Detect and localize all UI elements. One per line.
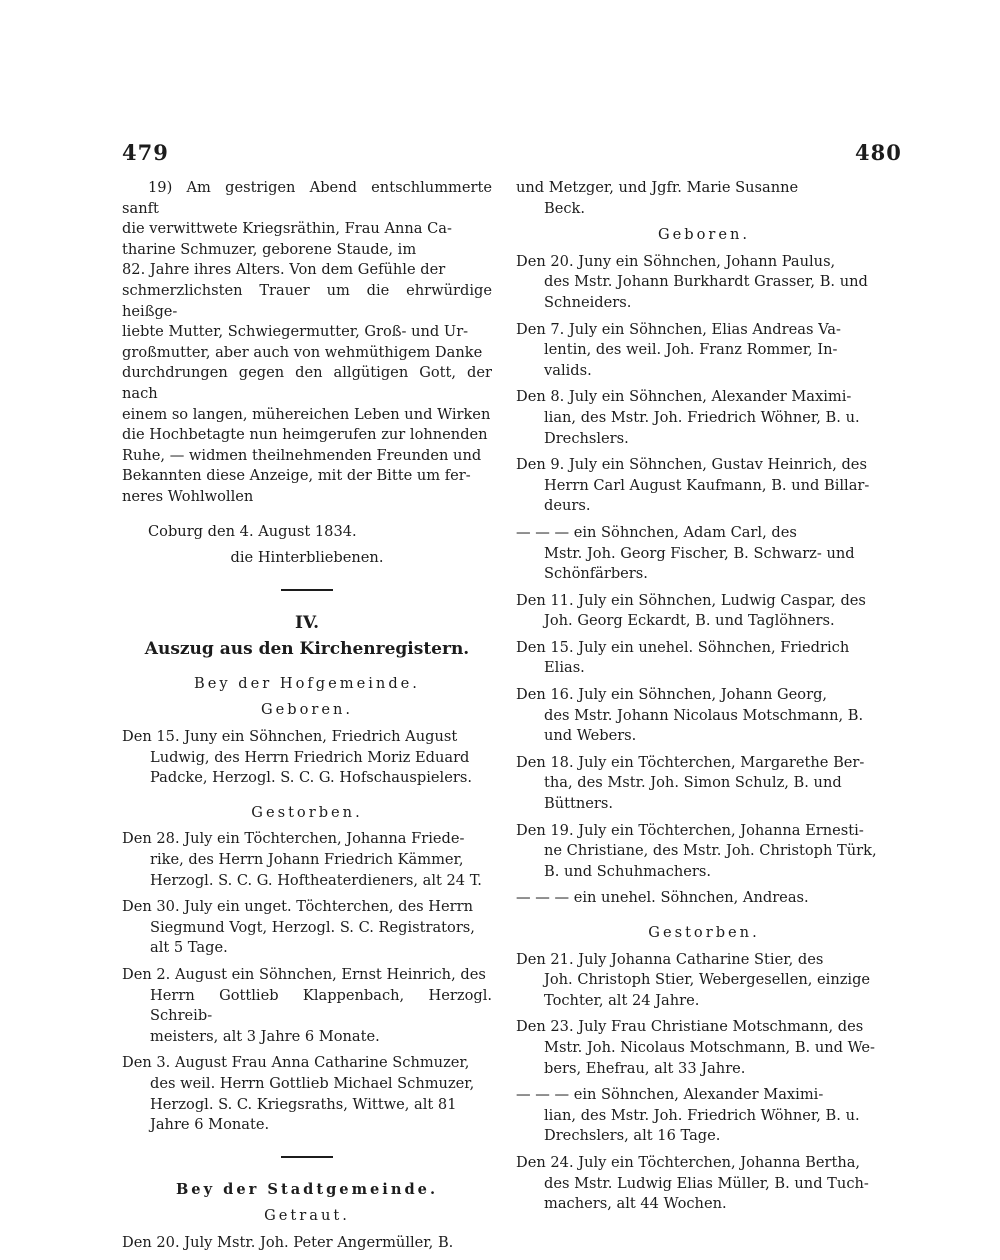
text-line: Herrn Carl August Kaufmann, B. und Billar-	[544, 476, 870, 494]
text-line: neres Wohlwollen	[122, 487, 254, 505]
text-line: Herzogl. S. C. Kriegsraths, Wittwe, alt 81	[150, 1095, 457, 1113]
text-line: Den 28. July ein Töchterchen, Johanna Friede-	[122, 830, 465, 848]
text-line: bers, Ehefrau, alt 33 Jahre.	[544, 1059, 746, 1077]
born-list-left	[122, 727, 492, 789]
left-column	[122, 178, 492, 1260]
register-entry	[516, 685, 892, 747]
text-line: deurs.	[544, 497, 591, 515]
separator-rule	[281, 589, 333, 591]
text-line: Den 3. August Frau Anna Catharine Schmuzer,	[122, 1054, 470, 1072]
text-line: schmerzlichsten Trauer um die ehrwürdige heißge-	[122, 281, 492, 320]
register-entry	[516, 1085, 892, 1147]
register-entry	[516, 950, 892, 1012]
married-heading: Getraut.	[264, 1207, 350, 1225]
text-line: Den 8. July ein Söhnchen, Alexander Maximi-	[516, 388, 852, 406]
text-line: machers, alt 44 Wochen.	[544, 1195, 727, 1213]
section-number: IV.	[294, 612, 320, 633]
text-line: Den 7. July ein Söhnchen, Elias Andreas Va-	[516, 320, 841, 338]
text-line: Herrn Gottlieb Klappenbach, Herzogl. Schreib-	[150, 986, 492, 1025]
text-line: Joh. Georg Eckardt, B. und Taglöhners.	[544, 612, 835, 630]
died-heading-right: Gestorben.	[648, 924, 760, 941]
text-line: des weil. Herrn Gottlieb Michael Schmuzer,	[150, 1074, 475, 1092]
text-line: Schneiders.	[544, 293, 632, 311]
register-entry	[516, 523, 892, 585]
text-line: Joh. Christoph Stier, Webergesellen, einzige	[544, 971, 871, 989]
text-line: des Mstr. Ludwig Elias Müller, B. und Tuch-	[544, 1174, 869, 1192]
register-entry	[516, 1153, 892, 1215]
text-line: B. und Schuhmachers.	[544, 862, 712, 880]
died-list-right	[516, 950, 892, 1215]
register-entry	[122, 897, 492, 959]
text-line: Jahre 6 Monate.	[150, 1116, 270, 1134]
text-line: lian, des Mstr. Joh. Friedrich Wöhner, B. u.	[544, 408, 860, 426]
text-line: 82. Jahre ihres Alters. Von dem Gefühle der	[122, 261, 446, 279]
text-line: lentin, des weil. Joh. Franz Rommer, In-	[544, 341, 838, 359]
text-line: Den 24. July ein Töchterchen, Johanna Bertha,	[516, 1153, 861, 1171]
text-line: Büttners.	[544, 795, 613, 813]
text-line: Tochter, alt 24 Jahre.	[544, 991, 700, 1009]
text-line: Den 15. Juny ein Söhnchen, Friedrich August	[122, 728, 458, 746]
place-date: Coburg den 4. August 1834.	[148, 522, 357, 540]
text-line: Den 9. July ein Söhnchen, Gustav Heinrich, des	[516, 456, 867, 474]
text-line: Den 2. August ein Söhnchen, Ernst Heinrich, des	[122, 966, 486, 983]
text-line: des Mstr. Johann Nicolaus Motschmann, B.	[544, 706, 864, 724]
register-entry	[516, 753, 892, 815]
parish-heading-court: Bey der Hofgemeinde.	[194, 674, 420, 692]
text-line: und Webers.	[544, 727, 637, 745]
text-line: durchdrungen gegen den allgütigen Gott, der nach	[122, 364, 492, 402]
text-line: valids.	[544, 361, 592, 379]
text-line: tharine Schmuzer, geborene Staude, im	[122, 240, 417, 258]
text-line: Ludwig, des Herrn Friedrich Moriz Eduard	[150, 748, 470, 766]
text-line: Elias.	[544, 659, 585, 677]
text-line: großmutter, aber auch von wehmüthigem Danke	[122, 343, 483, 361]
register-entry	[122, 1053, 492, 1135]
text-line: Ruhe, — widmen theilnehmenden Freunden und	[122, 446, 482, 464]
text-line: liebte Mutter, Schwiegermutter, Groß- und Ur-	[122, 323, 469, 341]
text-line: Den 16. July ein Söhnchen, Johann Georg,	[516, 686, 828, 704]
death-notice	[122, 178, 492, 508]
died-heading-left: Gestorben.	[251, 803, 363, 821]
text-line: Padcke, Herzogl. S. C. G. Hofschauspielers.	[150, 769, 472, 787]
register-entry	[516, 320, 892, 382]
register-entry	[516, 387, 892, 449]
text-line: lian, des Mstr. Joh. Friedrich Wöhner, B. u.	[544, 1106, 860, 1124]
text-line: Schönfärbers.	[544, 565, 648, 583]
text-line: — — — ein unehel. Söhnchen, Andreas.	[516, 889, 809, 907]
right-column	[516, 178, 892, 1221]
text-line: tha, des Mstr. Joh. Simon Schulz, B. und	[544, 774, 842, 792]
text-line: Herzogl. S. C. G. Hoftheaterdieners, alt 24 T.	[150, 871, 482, 889]
text-line: — — — ein Söhnchen, Alexander Maximi-	[516, 1086, 824, 1104]
text-line: Den 11. July ein Söhnchen, Ludwig Caspar, des	[516, 591, 866, 609]
died-list-left	[122, 829, 492, 1135]
born-list-right	[516, 252, 892, 909]
married-entry-continued	[516, 178, 892, 219]
register-entry	[516, 252, 892, 314]
text-line: die Hochbetagte nun heimgerufen zur lohnenden	[122, 426, 488, 444]
text-line: Den 19. July ein Töchterchen, Johanna Ernesti-	[516, 821, 864, 839]
text-line: des Mstr. Johann Burkhardt Grasser, B. und	[544, 273, 868, 291]
page-number-left: 479	[122, 140, 169, 165]
text-line: Den 20. Juny ein Söhnchen, Johann Paulus,	[516, 252, 836, 270]
text-line: rike, des Herrn Johann Friedrich Kämmer,	[150, 851, 464, 869]
text-line: Den 21. July Johanna Catharine Stier, des	[516, 950, 824, 968]
text-line: Siegmund Vogt, Herzogl. S. C. Registrators,	[150, 918, 475, 936]
text-line: Drechslers, alt 16 Tage.	[544, 1127, 721, 1145]
register-entry	[122, 965, 492, 1047]
text-line: Drechslers.	[544, 429, 629, 447]
born-heading-left: Geboren.	[260, 701, 354, 719]
text-line: die verwittwete Kriegsräthin, Frau Anna Ca-	[122, 220, 452, 238]
text-line: Den 18. July ein Töchterchen, Margarethe Ber-	[516, 753, 865, 771]
text-line: Den 15. July ein unehel. Söhnchen, Friedrich	[516, 638, 850, 656]
text-line: einem so langen, mühereichen Leben und Wirken	[122, 405, 491, 423]
section-title: Auszug aus den Kirchenregistern.	[144, 639, 470, 660]
parish-heading-town: Bey der Stadtgemeinde.	[175, 1180, 439, 1198]
text-line: Bekannten diese Anzeige, mit der Bitte um fer-	[122, 467, 471, 485]
register-entry	[122, 727, 492, 789]
register-entry	[516, 888, 892, 909]
text-line: Mstr. Joh. Georg Fischer, B. Schwarz- und	[544, 544, 855, 562]
married-entry: Den 20. July Mstr. Joh. Peter Angermüller, B.	[122, 1233, 454, 1251]
text-line: und Metzger, und Jgfr. Marie Susanne	[516, 179, 799, 196]
register-entry	[516, 455, 892, 517]
register-entry	[516, 1017, 892, 1079]
text-line: Mstr. Joh. Nicolaus Motschmann, B. und We-	[544, 1038, 875, 1056]
text-line: — — — ein Söhnchen, Adam Carl, des	[516, 523, 797, 541]
register-entry	[516, 638, 892, 679]
text-line: meisters, alt 3 Jahre 6 Monate.	[150, 1027, 380, 1045]
born-heading-right: Geboren.	[657, 226, 751, 244]
text-line: Den 23. July Frau Christiane Motschmann, des	[516, 1018, 864, 1036]
text-line: 19) Am gestrigen Abend entschlummerte sanft	[122, 179, 492, 217]
text-line: alt 5 Tage.	[150, 939, 228, 957]
separator-rule-2	[281, 1156, 333, 1158]
register-entry	[122, 829, 492, 891]
page-number-right: 480	[855, 140, 902, 165]
text-line: Den 30. July ein unget. Töchterchen, des Herrn	[122, 898, 473, 916]
text-line: Beck.	[544, 199, 586, 217]
signature: die Hinterbliebenen.	[230, 549, 384, 567]
register-entry	[516, 591, 892, 632]
register-entry	[516, 821, 892, 883]
text-line: ne Christiane, des Mstr. Joh. Christoph Türk,	[544, 842, 877, 860]
